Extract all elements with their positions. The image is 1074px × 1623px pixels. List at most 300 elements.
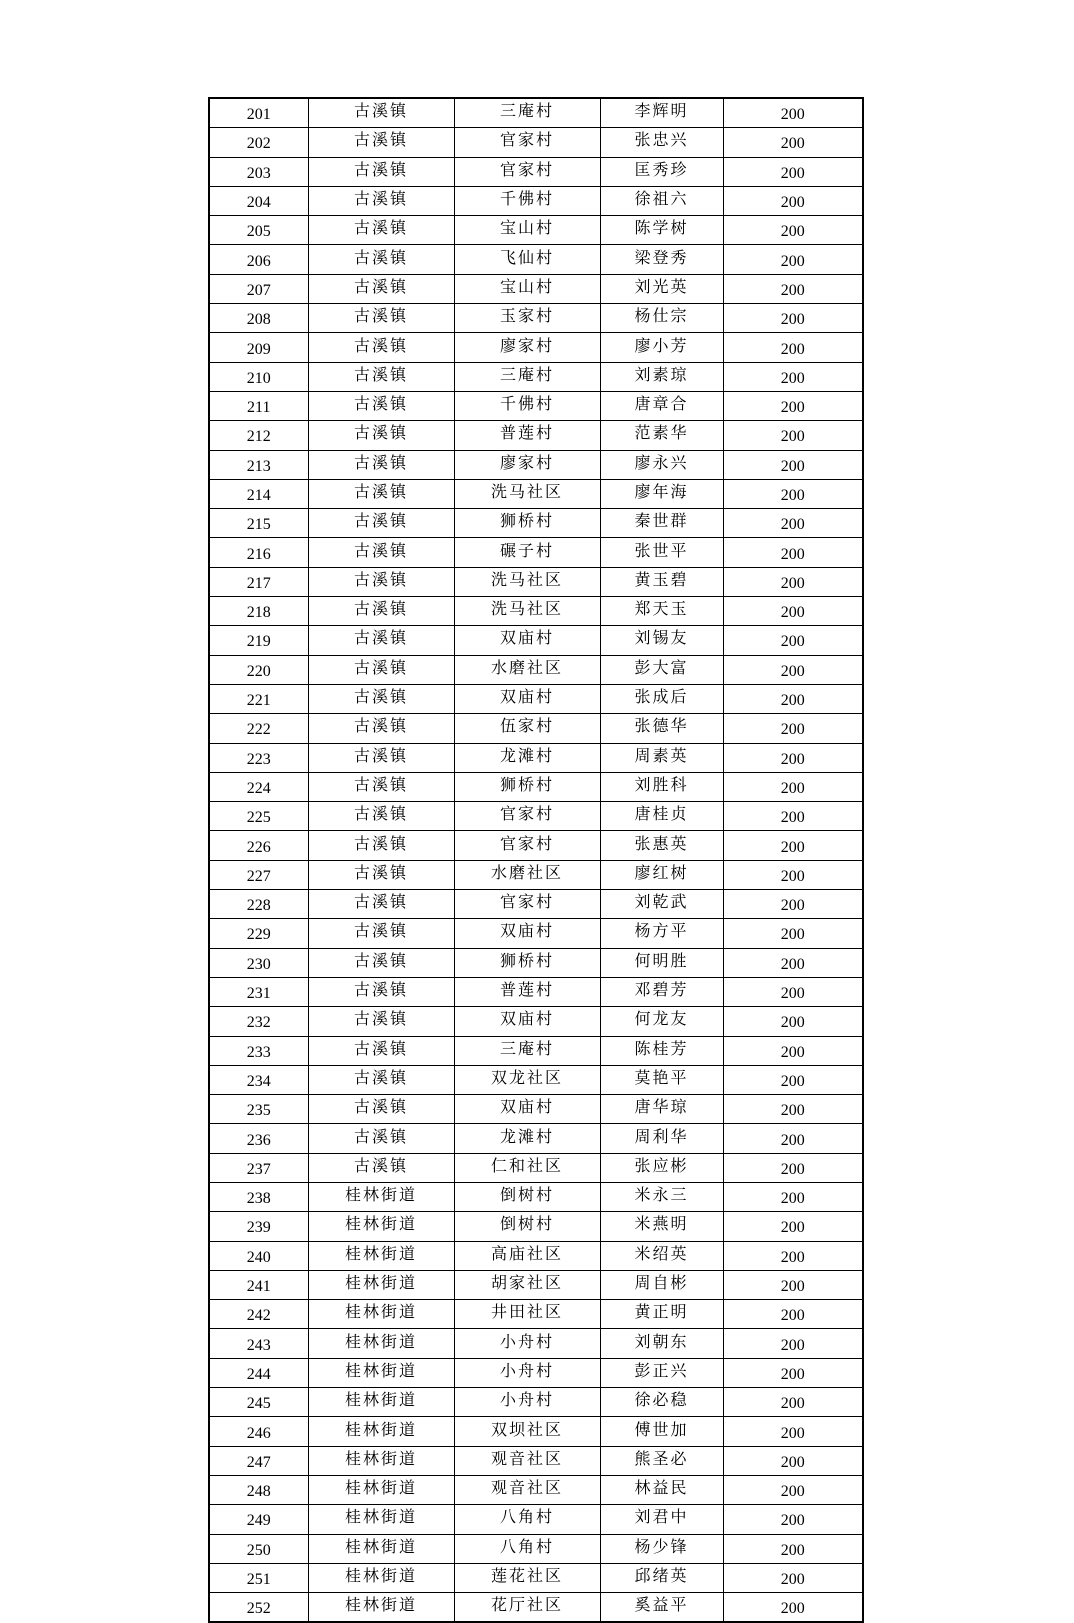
table-row	[209, 1065, 863, 1094]
serial-number-cell: 239	[209, 1212, 308, 1241]
serial-number-cell: 232	[209, 1007, 308, 1036]
amount-cell: 200	[723, 626, 863, 655]
serial-number-cell: 217	[209, 567, 308, 596]
amount-cell: 200	[723, 1505, 863, 1534]
serial-number-cell: 237	[209, 1153, 308, 1182]
table-row	[209, 1417, 863, 1446]
name-cell: 傅世加	[600, 1417, 723, 1446]
serial-number-cell: 247	[209, 1446, 308, 1475]
serial-number-cell: 244	[209, 1358, 308, 1387]
village-cell: 小舟村	[454, 1329, 600, 1358]
township-cell: 古溪镇	[308, 567, 454, 596]
amount-cell: 200	[723, 509, 863, 538]
table-row	[209, 1475, 863, 1504]
table-row	[209, 450, 863, 479]
serial-number-cell: 207	[209, 274, 308, 303]
table-row	[209, 684, 863, 713]
amount-cell: 200	[723, 890, 863, 919]
table-row	[209, 1329, 863, 1358]
serial-number-cell: 209	[209, 333, 308, 362]
name-cell: 彭大富	[600, 655, 723, 684]
serial-number-cell: 251	[209, 1563, 308, 1592]
village-cell: 倒树村	[454, 1212, 600, 1241]
table-row	[209, 333, 863, 362]
amount-cell: 200	[723, 186, 863, 215]
township-cell: 古溪镇	[308, 831, 454, 860]
serial-number-cell: 215	[209, 509, 308, 538]
serial-number-cell: 221	[209, 684, 308, 713]
serial-number-cell: 208	[209, 304, 308, 333]
village-cell: 狮桥村	[454, 948, 600, 977]
serial-number-cell: 243	[209, 1329, 308, 1358]
township-cell: 桂林街道	[308, 1388, 454, 1417]
township-cell: 桂林街道	[308, 1505, 454, 1534]
name-cell: 唐华琼	[600, 1095, 723, 1124]
name-cell: 廖小芳	[600, 333, 723, 362]
village-cell: 洗马社区	[454, 479, 600, 508]
township-cell: 古溪镇	[308, 538, 454, 567]
amount-cell: 200	[723, 772, 863, 801]
name-cell: 杨仕宗	[600, 304, 723, 333]
serial-number-cell: 233	[209, 1036, 308, 1065]
township-cell: 古溪镇	[308, 304, 454, 333]
amount-cell: 200	[723, 1095, 863, 1124]
village-cell: 龙滩村	[454, 1124, 600, 1153]
amount-cell: 200	[723, 538, 863, 567]
name-cell: 秦世群	[600, 509, 723, 538]
name-cell: 李辉明	[600, 98, 723, 128]
amount-cell: 200	[723, 714, 863, 743]
amount-cell: 200	[723, 1534, 863, 1563]
village-cell: 廖家村	[454, 333, 600, 362]
name-cell: 梁登秀	[600, 245, 723, 274]
township-cell: 古溪镇	[308, 391, 454, 420]
village-cell: 双庙村	[454, 626, 600, 655]
township-cell: 桂林街道	[308, 1329, 454, 1358]
amount-cell: 200	[723, 1593, 863, 1623]
village-cell: 三庵村	[454, 1036, 600, 1065]
township-cell: 古溪镇	[308, 1095, 454, 1124]
name-cell: 周利华	[600, 1124, 723, 1153]
village-cell: 双庙村	[454, 1095, 600, 1124]
amount-cell: 200	[723, 1036, 863, 1065]
amount-cell: 200	[723, 421, 863, 450]
amount-cell: 200	[723, 831, 863, 860]
amount-cell: 200	[723, 948, 863, 977]
table-row	[209, 1358, 863, 1387]
serial-number-cell: 241	[209, 1270, 308, 1299]
village-cell: 观音社区	[454, 1446, 600, 1475]
table-row	[209, 743, 863, 772]
table-row	[209, 714, 863, 743]
amount-cell: 200	[723, 1300, 863, 1329]
township-cell: 古溪镇	[308, 919, 454, 948]
serial-number-cell: 212	[209, 421, 308, 450]
amount-cell: 200	[723, 1475, 863, 1504]
township-cell: 古溪镇	[308, 274, 454, 303]
serial-number-cell: 229	[209, 919, 308, 948]
township-cell: 桂林街道	[308, 1241, 454, 1270]
village-cell: 莲花社区	[454, 1563, 600, 1592]
township-cell: 桂林街道	[308, 1563, 454, 1592]
village-cell: 宝山村	[454, 216, 600, 245]
table-row	[209, 509, 863, 538]
table-row	[209, 216, 863, 245]
table-row	[209, 948, 863, 977]
serial-number-cell: 250	[209, 1534, 308, 1563]
village-cell: 普莲村	[454, 977, 600, 1006]
serial-number-cell: 238	[209, 1182, 308, 1211]
amount-cell: 200	[723, 977, 863, 1006]
township-cell: 古溪镇	[308, 1036, 454, 1065]
serial-number-cell: 206	[209, 245, 308, 274]
amount-cell: 200	[723, 919, 863, 948]
name-cell: 张世平	[600, 538, 723, 567]
township-cell: 桂林街道	[308, 1182, 454, 1211]
village-cell: 倒树村	[454, 1182, 600, 1211]
name-cell: 陈桂芳	[600, 1036, 723, 1065]
village-cell: 胡家社区	[454, 1270, 600, 1299]
amount-cell: 200	[723, 245, 863, 274]
name-cell: 周自彬	[600, 1270, 723, 1299]
table-row	[209, 1270, 863, 1299]
name-cell: 刘君中	[600, 1505, 723, 1534]
township-cell: 桂林街道	[308, 1593, 454, 1623]
name-cell: 邓碧芳	[600, 977, 723, 1006]
amount-cell: 200	[723, 1563, 863, 1592]
serial-number-cell: 245	[209, 1388, 308, 1417]
name-cell: 何明胜	[600, 948, 723, 977]
name-cell: 廖年海	[600, 479, 723, 508]
serial-number-cell: 252	[209, 1593, 308, 1623]
amount-cell: 200	[723, 157, 863, 186]
village-cell: 小舟村	[454, 1388, 600, 1417]
township-cell: 古溪镇	[308, 1065, 454, 1094]
name-cell: 刘胜科	[600, 772, 723, 801]
township-cell: 古溪镇	[308, 128, 454, 157]
township-cell: 古溪镇	[308, 655, 454, 684]
township-cell: 古溪镇	[308, 362, 454, 391]
amount-cell: 200	[723, 597, 863, 626]
township-cell: 古溪镇	[308, 1153, 454, 1182]
table-row	[209, 1241, 863, 1270]
serial-number-cell: 201	[209, 98, 308, 128]
name-cell: 张惠英	[600, 831, 723, 860]
table-row	[209, 1036, 863, 1065]
township-cell: 古溪镇	[308, 186, 454, 215]
serial-number-cell: 226	[209, 831, 308, 860]
serial-number-cell: 210	[209, 362, 308, 391]
table-row	[209, 538, 863, 567]
serial-number-cell: 213	[209, 450, 308, 479]
name-cell: 匡秀珍	[600, 157, 723, 186]
township-cell: 古溪镇	[308, 714, 454, 743]
village-cell: 双庙村	[454, 684, 600, 713]
township-cell: 古溪镇	[308, 509, 454, 538]
table-row	[209, 655, 863, 684]
village-cell: 花厅社区	[454, 1593, 600, 1623]
table-row	[209, 157, 863, 186]
amount-cell: 200	[723, 1212, 863, 1241]
serial-number-cell: 230	[209, 948, 308, 977]
township-cell: 桂林街道	[308, 1358, 454, 1387]
township-cell: 桂林街道	[308, 1534, 454, 1563]
township-cell: 古溪镇	[308, 772, 454, 801]
village-cell: 小舟村	[454, 1358, 600, 1387]
amount-cell: 200	[723, 1388, 863, 1417]
village-cell: 水磨社区	[454, 860, 600, 889]
village-cell: 双坝社区	[454, 1417, 600, 1446]
township-cell: 古溪镇	[308, 597, 454, 626]
amount-cell: 200	[723, 655, 863, 684]
table-row	[209, 421, 863, 450]
village-cell: 观音社区	[454, 1475, 600, 1504]
table-row	[209, 1563, 863, 1592]
township-cell: 古溪镇	[308, 1124, 454, 1153]
name-cell: 陈学树	[600, 216, 723, 245]
name-cell: 徐祖六	[600, 186, 723, 215]
table-row	[209, 802, 863, 831]
village-cell: 千佛村	[454, 186, 600, 215]
name-cell: 廖红树	[600, 860, 723, 889]
township-cell: 古溪镇	[308, 626, 454, 655]
name-cell: 唐桂贞	[600, 802, 723, 831]
name-cell: 郑天玉	[600, 597, 723, 626]
name-cell: 张成后	[600, 684, 723, 713]
table-row	[209, 1124, 863, 1153]
village-cell: 洗马社区	[454, 597, 600, 626]
name-cell: 米绍英	[600, 1241, 723, 1270]
township-cell: 古溪镇	[308, 684, 454, 713]
table-row	[209, 391, 863, 420]
name-cell: 米永三	[600, 1182, 723, 1211]
township-cell: 古溪镇	[308, 860, 454, 889]
village-cell: 狮桥村	[454, 509, 600, 538]
name-cell: 熊圣必	[600, 1446, 723, 1475]
township-cell: 古溪镇	[308, 333, 454, 362]
table-row	[209, 919, 863, 948]
name-cell: 邱绪英	[600, 1563, 723, 1592]
table-row	[209, 304, 863, 333]
serial-number-cell: 228	[209, 890, 308, 919]
serial-number-cell: 202	[209, 128, 308, 157]
amount-cell: 200	[723, 1007, 863, 1036]
serial-number-cell: 222	[209, 714, 308, 743]
name-cell: 黄正明	[600, 1300, 723, 1329]
amount-cell: 200	[723, 128, 863, 157]
township-cell: 桂林街道	[308, 1270, 454, 1299]
table-row	[209, 128, 863, 157]
township-cell: 古溪镇	[308, 98, 454, 128]
township-cell: 桂林街道	[308, 1417, 454, 1446]
township-cell: 古溪镇	[308, 157, 454, 186]
table-row	[209, 245, 863, 274]
amount-cell: 200	[723, 391, 863, 420]
township-cell: 古溪镇	[308, 216, 454, 245]
table-row	[209, 98, 863, 128]
village-cell: 仁和社区	[454, 1153, 600, 1182]
village-cell: 狮桥村	[454, 772, 600, 801]
serial-number-cell: 235	[209, 1095, 308, 1124]
amount-cell: 200	[723, 274, 863, 303]
village-cell: 双龙社区	[454, 1065, 600, 1094]
amount-cell: 200	[723, 1329, 863, 1358]
table-row	[209, 1505, 863, 1534]
village-cell: 官家村	[454, 802, 600, 831]
table-row	[209, 1007, 863, 1036]
serial-number-cell: 227	[209, 860, 308, 889]
serial-number-cell: 219	[209, 626, 308, 655]
name-cell: 范素华	[600, 421, 723, 450]
amount-cell: 200	[723, 450, 863, 479]
village-cell: 碾子村	[454, 538, 600, 567]
serial-number-cell: 234	[209, 1065, 308, 1094]
table-row	[209, 1534, 863, 1563]
village-cell: 伍家村	[454, 714, 600, 743]
serial-number-cell: 214	[209, 479, 308, 508]
table-row	[209, 479, 863, 508]
amount-cell: 200	[723, 1446, 863, 1475]
name-cell: 林益民	[600, 1475, 723, 1504]
table-row	[209, 772, 863, 801]
amount-cell: 200	[723, 1124, 863, 1153]
village-cell: 千佛村	[454, 391, 600, 420]
township-cell: 桂林街道	[308, 1212, 454, 1241]
village-cell: 官家村	[454, 831, 600, 860]
amount-cell: 200	[723, 98, 863, 128]
amount-cell: 200	[723, 860, 863, 889]
table-row	[209, 626, 863, 655]
village-cell: 官家村	[454, 128, 600, 157]
amount-cell: 200	[723, 743, 863, 772]
township-cell: 桂林街道	[308, 1446, 454, 1475]
amount-cell: 200	[723, 333, 863, 362]
village-cell: 玉家村	[454, 304, 600, 333]
table-row	[209, 1212, 863, 1241]
amount-cell: 200	[723, 1270, 863, 1299]
name-cell: 唐章合	[600, 391, 723, 420]
township-cell: 古溪镇	[308, 977, 454, 1006]
table-row	[209, 831, 863, 860]
township-cell: 古溪镇	[308, 743, 454, 772]
serial-number-cell: 240	[209, 1241, 308, 1270]
serial-number-cell: 218	[209, 597, 308, 626]
serial-number-cell: 242	[209, 1300, 308, 1329]
township-cell: 古溪镇	[308, 450, 454, 479]
serial-number-cell: 203	[209, 157, 308, 186]
township-cell: 古溪镇	[308, 1007, 454, 1036]
township-cell: 古溪镇	[308, 802, 454, 831]
village-cell: 三庵村	[454, 362, 600, 391]
serial-number-cell: 220	[209, 655, 308, 684]
data-table	[208, 97, 864, 1623]
village-cell: 普莲村	[454, 421, 600, 450]
name-cell: 杨少锋	[600, 1534, 723, 1563]
name-cell: 刘素琼	[600, 362, 723, 391]
table-row	[209, 1153, 863, 1182]
amount-cell: 200	[723, 802, 863, 831]
amount-cell: 200	[723, 216, 863, 245]
serial-number-cell: 211	[209, 391, 308, 420]
village-cell: 廖家村	[454, 450, 600, 479]
village-cell: 水磨社区	[454, 655, 600, 684]
table-row	[209, 362, 863, 391]
table-row	[209, 1446, 863, 1475]
name-cell: 莫艳平	[600, 1065, 723, 1094]
table-row	[209, 567, 863, 596]
table-row	[209, 1095, 863, 1124]
table-row	[209, 1593, 863, 1623]
amount-cell: 200	[723, 362, 863, 391]
amount-cell: 200	[723, 1358, 863, 1387]
amount-cell: 200	[723, 1065, 863, 1094]
amount-cell: 200	[723, 1241, 863, 1270]
name-cell: 何龙友	[600, 1007, 723, 1036]
serial-number-cell: 205	[209, 216, 308, 245]
table-row	[209, 977, 863, 1006]
township-cell: 古溪镇	[308, 479, 454, 508]
amount-cell: 200	[723, 1182, 863, 1211]
village-cell: 官家村	[454, 890, 600, 919]
amount-cell: 200	[723, 684, 863, 713]
amount-cell: 200	[723, 1417, 863, 1446]
name-cell: 廖永兴	[600, 450, 723, 479]
township-cell: 桂林街道	[308, 1475, 454, 1504]
name-cell: 张忠兴	[600, 128, 723, 157]
serial-number-cell: 216	[209, 538, 308, 567]
village-cell: 双庙村	[454, 1007, 600, 1036]
name-cell: 杨方平	[600, 919, 723, 948]
village-cell: 洗马社区	[454, 567, 600, 596]
serial-number-cell: 223	[209, 743, 308, 772]
township-cell: 古溪镇	[308, 421, 454, 450]
serial-number-cell: 231	[209, 977, 308, 1006]
village-cell: 高庙社区	[454, 1241, 600, 1270]
name-cell: 彭正兴	[600, 1358, 723, 1387]
village-cell: 八角村	[454, 1534, 600, 1563]
name-cell: 徐必稳	[600, 1388, 723, 1417]
table-row	[209, 274, 863, 303]
name-cell: 刘朝东	[600, 1329, 723, 1358]
amount-cell: 200	[723, 1153, 863, 1182]
village-cell: 飞仙村	[454, 245, 600, 274]
village-cell: 双庙村	[454, 919, 600, 948]
village-cell: 八角村	[454, 1505, 600, 1534]
serial-number-cell: 225	[209, 802, 308, 831]
serial-number-cell: 204	[209, 186, 308, 215]
name-cell: 张应彬	[600, 1153, 723, 1182]
township-cell: 古溪镇	[308, 890, 454, 919]
village-cell: 龙滩村	[454, 743, 600, 772]
table-row	[209, 890, 863, 919]
amount-cell: 200	[723, 304, 863, 333]
village-cell: 井田社区	[454, 1300, 600, 1329]
serial-number-cell: 248	[209, 1475, 308, 1504]
name-cell: 周素英	[600, 743, 723, 772]
table-row	[209, 1182, 863, 1211]
name-cell: 刘乾武	[600, 890, 723, 919]
township-cell: 桂林街道	[308, 1300, 454, 1329]
table-row	[209, 1388, 863, 1417]
table-row	[209, 1300, 863, 1329]
village-cell: 三庵村	[454, 98, 600, 128]
name-cell: 张德华	[600, 714, 723, 743]
name-cell: 黄玉碧	[600, 567, 723, 596]
village-cell: 宝山村	[454, 274, 600, 303]
serial-number-cell: 246	[209, 1417, 308, 1446]
township-cell: 古溪镇	[308, 948, 454, 977]
amount-cell: 200	[723, 567, 863, 596]
